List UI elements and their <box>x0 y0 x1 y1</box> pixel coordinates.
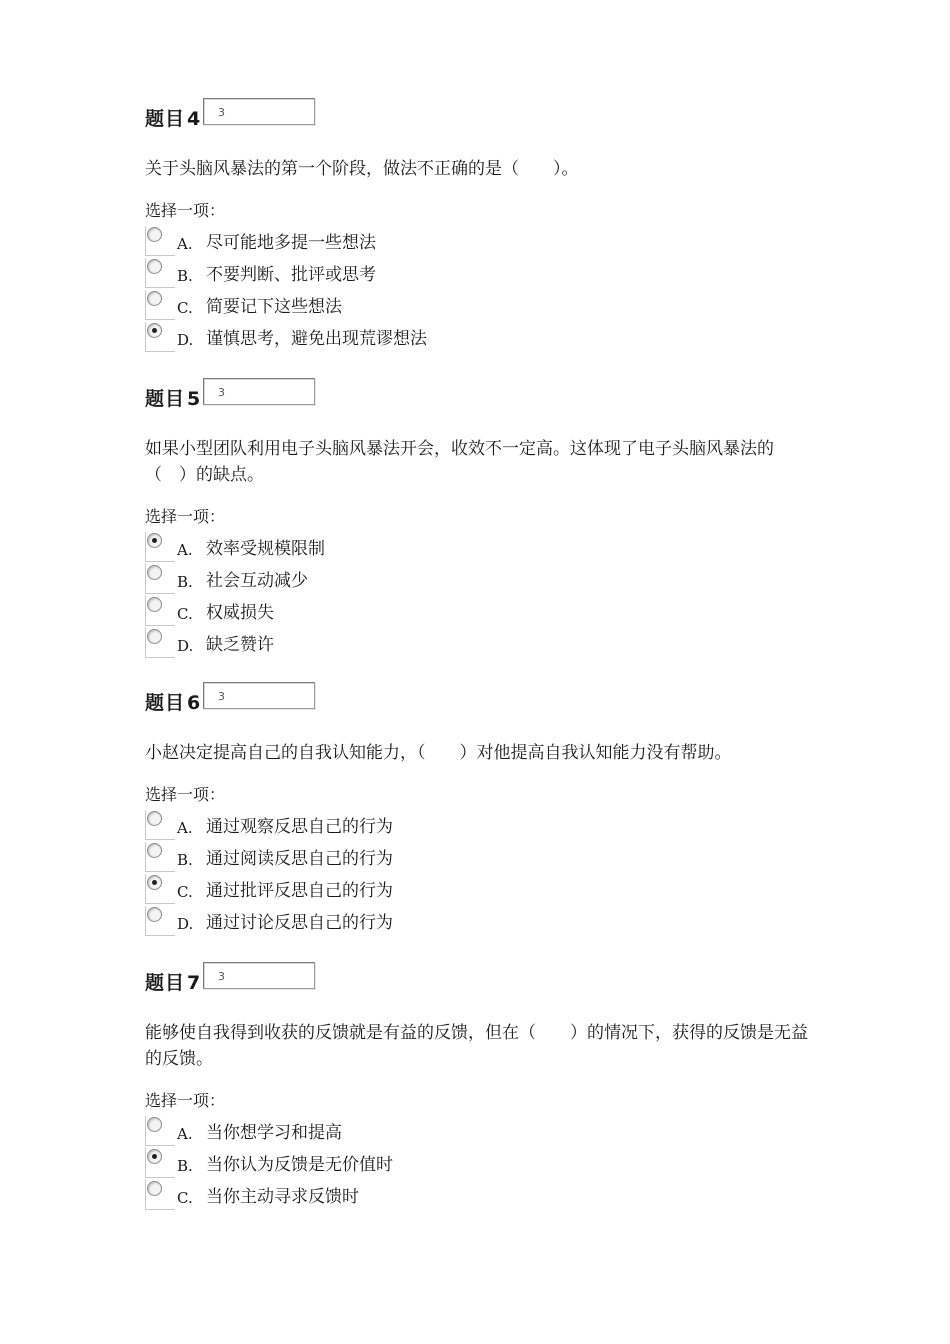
options-list <box>145 810 825 938</box>
radio-button[interactable] <box>145 290 175 320</box>
radio-button[interactable] <box>145 258 175 288</box>
option-letter: A. <box>177 1125 193 1143</box>
question-title-label: 题目 <box>145 972 186 994</box>
question-7 <box>145 962 825 1212</box>
question-number: 6 <box>187 692 202 714</box>
option-letter: B. <box>177 1157 193 1175</box>
question-text: 小赵决定提高自己的自我认知能力，（ ）对他提高自我认知能力没有帮助。 <box>145 743 732 763</box>
options-list <box>145 226 825 354</box>
option-b[interactable] <box>145 842 825 874</box>
option-letter: D. <box>177 331 194 349</box>
option-b[interactable] <box>145 564 825 596</box>
radio-button[interactable] <box>145 596 175 626</box>
option-letter: C. <box>177 299 193 317</box>
question-number: 7 <box>187 972 202 994</box>
option-text: 尽可能地多提一些想法 <box>206 233 376 253</box>
option-d[interactable] <box>145 322 825 354</box>
question-header <box>145 98 825 132</box>
radio-button[interactable] <box>145 226 175 256</box>
option-letter: A. <box>177 819 193 837</box>
choose-label: 选择一项： <box>145 1091 226 1110</box>
option-c[interactable] <box>145 874 825 906</box>
question-text: 关于头脑风暴法的第一个阶段，做法不正确的是（ ）。 <box>145 159 579 179</box>
question-header <box>145 378 825 412</box>
option-text: 社会互动减少 <box>206 571 308 591</box>
option-text: 当你主动寻求反馈时 <box>206 1187 359 1207</box>
radio-button[interactable] <box>145 842 175 872</box>
question-title-label: 题目 <box>145 692 186 714</box>
choose-label: 选择一项： <box>145 785 226 804</box>
question-title-label: 题目 <box>145 388 186 410</box>
option-letter: A. <box>177 235 193 253</box>
choose-label: 选择一项： <box>145 201 226 220</box>
question-number: 4 <box>187 108 202 130</box>
option-c[interactable] <box>145 1180 825 1212</box>
question-5 <box>145 378 825 660</box>
radio-button[interactable] <box>145 564 175 594</box>
option-d[interactable] <box>145 906 825 938</box>
option-text: 权威损失 <box>206 603 274 623</box>
option-letter: C. <box>177 883 193 901</box>
option-a[interactable] <box>145 1116 825 1148</box>
option-text: 简要记下这些想法 <box>206 297 342 317</box>
question-title <box>145 384 201 411</box>
radio-button[interactable] <box>145 1148 175 1178</box>
question-6 <box>145 682 825 938</box>
radio-button[interactable] <box>145 532 175 562</box>
option-letter: C. <box>177 605 193 623</box>
option-a[interactable] <box>145 810 825 842</box>
options-list <box>145 532 825 660</box>
question-text: 如果小型团队利用电子头脑风暴法开会，收效不一定高。这体现了电子头脑风暴法的（ ）的缺点。 <box>145 439 774 485</box>
question-header <box>145 682 825 716</box>
choose-label: 选择一项： <box>145 507 226 526</box>
score-field[interactable]: 3 <box>203 962 315 989</box>
option-letter: D. <box>177 637 194 655</box>
option-c[interactable] <box>145 290 825 322</box>
option-a[interactable] <box>145 226 825 258</box>
option-letter: B. <box>177 267 193 285</box>
option-c[interactable] <box>145 596 825 628</box>
radio-button[interactable] <box>145 628 175 658</box>
question-title <box>145 688 201 715</box>
question-text: 能够使自我得到收获的反馈就是有益的反馈，但在（ ）的情况下，获得的反馈是无益的反馈。 <box>145 1023 808 1069</box>
question-title <box>145 104 201 131</box>
options-list <box>145 1116 825 1212</box>
option-text: 当你认为反馈是无价值时 <box>206 1155 393 1175</box>
question-4 <box>145 98 825 354</box>
option-b[interactable] <box>145 1148 825 1180</box>
question-header <box>145 962 825 996</box>
option-d[interactable] <box>145 628 825 660</box>
radio-button[interactable] <box>145 874 175 904</box>
option-text: 通过阅读反思自己的行为 <box>206 849 393 869</box>
radio-button[interactable] <box>145 906 175 936</box>
option-text: 谨慎思考，避免出现荒谬想法 <box>206 329 427 349</box>
question-title-label: 题目 <box>145 108 186 130</box>
radio-button[interactable] <box>145 1180 175 1210</box>
radio-button[interactable] <box>145 1116 175 1146</box>
score-field[interactable]: 3 <box>203 378 315 405</box>
radio-button[interactable] <box>145 322 175 352</box>
option-letter: B. <box>177 573 193 591</box>
question-title <box>145 968 201 995</box>
option-text: 不要判断、批评或思考 <box>206 265 376 285</box>
score-field[interactable]: 3 <box>203 682 315 709</box>
option-text: 效率受规模限制 <box>206 539 325 559</box>
score-field[interactable]: 3 <box>203 98 315 125</box>
option-letter: A. <box>177 541 193 559</box>
option-text: 通过批评反思自己的行为 <box>206 881 393 901</box>
option-b[interactable] <box>145 258 825 290</box>
option-text: 当你想学习和提高 <box>206 1123 342 1143</box>
radio-button[interactable] <box>145 810 175 840</box>
option-letter: C. <box>177 1189 193 1207</box>
option-text: 通过讨论反思自己的行为 <box>206 913 393 933</box>
option-text: 通过观察反思自己的行为 <box>206 817 393 837</box>
option-text: 缺乏赞许 <box>206 635 274 655</box>
question-number: 5 <box>187 388 202 410</box>
option-letter: D. <box>177 915 194 933</box>
option-letter: B. <box>177 851 193 869</box>
option-a[interactable] <box>145 532 825 564</box>
